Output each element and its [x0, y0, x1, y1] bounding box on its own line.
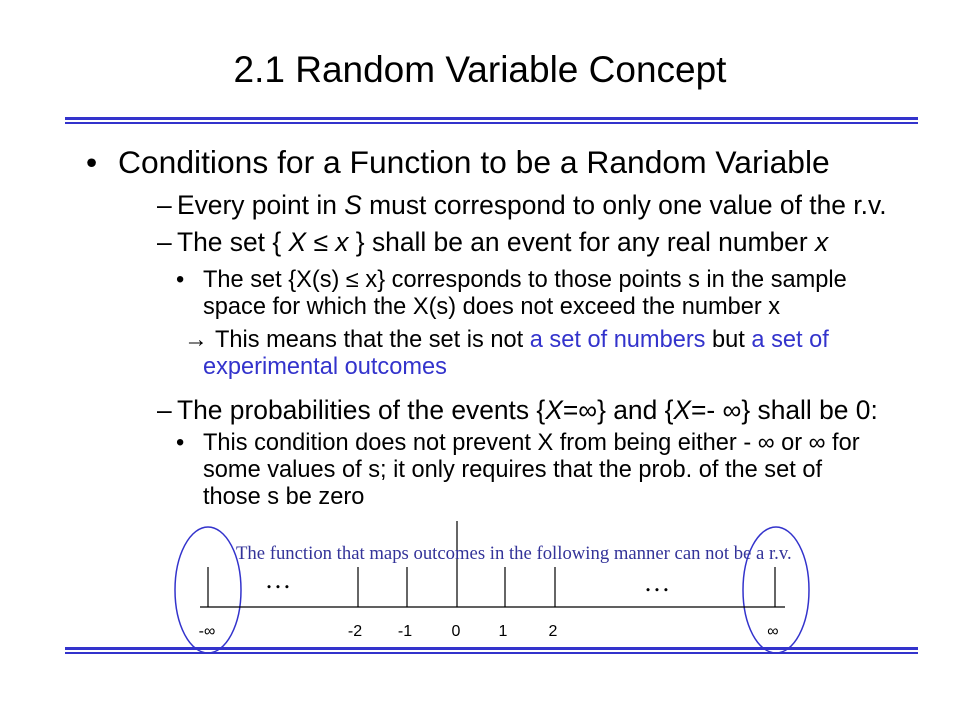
- text-part: The set {: [177, 227, 289, 257]
- text-part: ≤: [306, 227, 336, 257]
- italic-symbol: X: [545, 395, 563, 425]
- text-part: The probabilities of the events {: [177, 395, 546, 425]
- detail-line: This condition does not prevent X from being either - ∞ or ∞ for: [203, 430, 860, 456]
- text-part: =∞} and {: [562, 395, 674, 425]
- text-part: =- ∞} shall be 0:: [691, 395, 878, 425]
- italic-symbol: x: [335, 227, 349, 257]
- detail-line: those s be zero: [203, 484, 365, 510]
- tick-label: 1: [498, 623, 508, 640]
- tick-label: -2: [347, 623, 363, 640]
- tick-label: -∞: [198, 623, 216, 640]
- footer-rule-thin: [65, 652, 918, 654]
- italic-symbol: S: [344, 190, 362, 220]
- tick-label: ∞: [767, 623, 779, 640]
- text-part: must correspond to only one value of the r.v.: [361, 190, 887, 220]
- italic-symbol: x: [814, 227, 829, 257]
- italic-symbol: X: [673, 395, 692, 425]
- tick-label: -1: [397, 623, 413, 640]
- italic-symbol: X: [288, 227, 307, 257]
- right-arrow-icon: →: [184, 327, 208, 353]
- left-ellipsis: …: [264, 564, 292, 594]
- diagram-caption: The function that maps outcomes in the following manner can not be a r.v.: [236, 543, 792, 564]
- condition-1-text: [177, 189, 887, 221]
- detail-line: The set {X(s) ≤ x} corresponds to those points s in the sample: [203, 267, 847, 293]
- bullet-marker: •: [86, 144, 98, 180]
- right-ellipsis: …: [643, 567, 671, 597]
- text-part: Every point in: [177, 190, 345, 220]
- tick-label: 0: [451, 623, 461, 640]
- bullet-marker: •: [176, 430, 185, 456]
- condition-3-text: [177, 394, 878, 426]
- condition-2-text: [177, 226, 828, 258]
- tick-label: 2: [548, 623, 558, 640]
- dash-marker: –: [157, 395, 172, 425]
- main-point-text: Conditions for a Function to be a Random Variable: [118, 144, 830, 180]
- dash-marker: –: [157, 190, 172, 220]
- text-part: This means that the set is not: [215, 327, 530, 353]
- title-rule-thick: [65, 117, 918, 120]
- detail-line: space for which the X(s) does not exceed the number x: [203, 294, 781, 320]
- footer-rule-thick: [65, 647, 918, 650]
- highlight-set-of-numbers: a set of numbers: [529, 327, 706, 353]
- detail-line: some values of s; it only requires that the prob. of the set of: [203, 457, 823, 483]
- slide-title: 2.1 Random Variable Concept: [233, 49, 727, 90]
- text-part: but: [705, 327, 752, 353]
- bullet-marker: •: [176, 267, 185, 293]
- highlight-set-of-outcomes: a set of: [751, 327, 829, 353]
- note-line: [215, 327, 829, 354]
- dash-marker: –: [157, 227, 172, 257]
- title-rule-thin: [65, 122, 918, 124]
- number-line-diagram: [150, 505, 830, 665]
- highlight-set-of-outcomes: experimental outcomes: [203, 354, 447, 380]
- text-part: } shall be an event for any real number: [348, 227, 815, 257]
